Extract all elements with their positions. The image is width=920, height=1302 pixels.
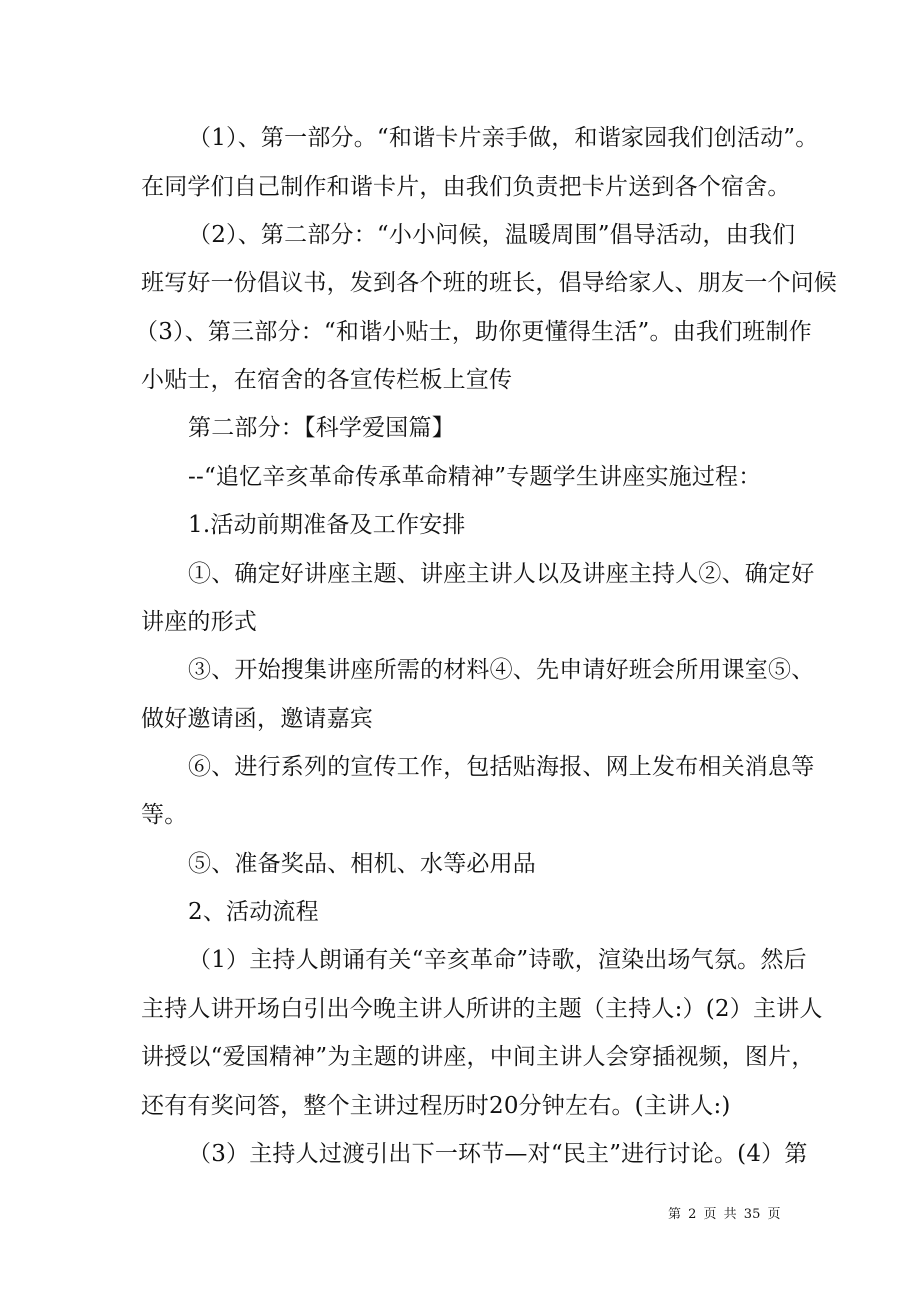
- paragraph-line: 主持人讲开场白引出今晚主讲人所讲的主题（主持人:）(2）主讲人: [141, 996, 823, 1022]
- section-subtitle: --“追忆辛亥革命传承革命精神”专题学生讲座实施过程：: [188, 464, 762, 490]
- paragraph-line: ⑤、准备奖品、相机、水等必用品: [188, 851, 536, 877]
- section-heading: 第二部分：【科学爱国篇】: [188, 415, 455, 441]
- paragraph-line: ①、确定好讲座主题、讲座主讲人以及讲座主持人②、确定好: [188, 561, 815, 587]
- paragraph-line: （2）、第二部分：“小小问候，温暖周围”倡导活动，由我们: [188, 222, 796, 248]
- page-number-footer: 第 2 页 共 35 页: [668, 1207, 781, 1222]
- paragraph-line: 小贴士，在宿舍的各宣传栏板上宣传: [141, 367, 513, 393]
- paragraph-line: 讲授以“爱国精神”为主题的讲座，中间主讲人会穿插视频，图片，: [141, 1044, 815, 1070]
- paragraph-line: ⑥、进行系列的宣传工作，包括贴海报、网上发布相关消息等: [188, 754, 815, 780]
- paragraph-line: 班写好一份倡议书，发到各个班的班长，倡导给家人、朋友一个问候: [141, 270, 837, 296]
- paragraph-line: 还有有奖问答，整个主讲过程历时20分钟左右。(主讲人:): [141, 1093, 731, 1119]
- list-heading: 2、活动流程: [188, 899, 319, 925]
- paragraph-line: 做好邀请函，邀请嘉宾: [141, 706, 373, 732]
- paragraph-line: 讲座的形式: [141, 609, 257, 635]
- paragraph-line: 在同学们自己制作和谐卡片，由我们负责把卡片送到各个宿舍。: [141, 174, 791, 200]
- paragraph-line: ③、开始搜集讲座所需的材料④、先申请好班会所用课室⑤、: [188, 657, 815, 683]
- paragraph-line: （3）、第三部分：“和谐小贴士，助你更懂得生活”。由我们班制作: [135, 319, 812, 345]
- paragraph-line: （3）主持人过渡引出下一环节—对“民主”进行讨论。(4）第: [188, 1141, 808, 1167]
- paragraph-line: （1）主持人朗诵有关“辛亥革命”诗歌，渲染出场气氛。然后: [188, 947, 807, 973]
- list-heading: 1.活动前期准备及工作安排: [188, 512, 466, 538]
- paragraph-line: （1）、第一部分。“和谐卡片亲手做，和谐家园我们创活动”。: [188, 125, 819, 151]
- paragraph-line: 等。: [141, 802, 188, 828]
